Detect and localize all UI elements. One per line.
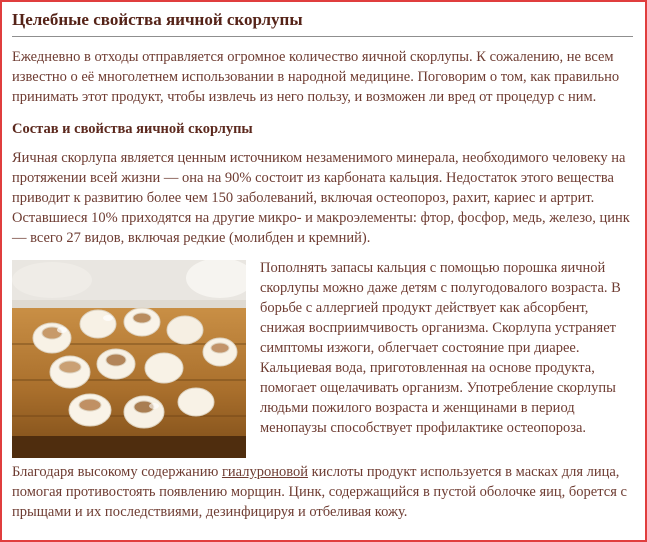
benefits-paragraph: Пополнять запасы кальция с помощью порошка яичной скорлупы можно даже детям с полугодовалого возраста. В борьбе с аллергией продукт действует как абсорбент, снижая восприимчивость организма. Скорлупа устраняет симптомы изжоги, облегчает состояние при диарее. Кальциевая вода, приготовленная на основе продукта, помогает ощелачивать организм. Употребление скорлупы людьми пожилого возраста и женщинами в период менопаузы способствует профилактике остеопороза.	[260, 260, 621, 436]
title-divider	[12, 36, 633, 37]
intro-paragraph: Ежедневно в отходы отправляется огромное количество яичной скорлупы. К сожалению, не всем известно о её многолетнем использовании в народной медицине. Поговорим о том, как правильно принимать этот продукт, чтобы извлечь из него пользу, и возможен ли вред от процедур с ним.	[12, 49, 620, 105]
cosmetic-text-after: кислоты продукт используется в масках для лица, помогая противостоять появлению морщин. Цинк, содержащийся в пустой оболочке яиц, борется с прыщами и их последствиями, дезинфицируя и отбеливая кожу.	[12, 464, 627, 520]
section-heading: Состав и свойства яичной скорлупы	[12, 121, 253, 137]
page-title: Целебные свойства яичной скорлупы	[12, 10, 303, 29]
composition-paragraph: Яичная скорлупа является ценным источником незаменимого минерала, необходимого человеку на протяжении всей жизни — она на 90% состоит из карбоната кальция. Недостаток этого вещества приводит к развитию более чем 150 заболеваний, включая остеопороз, рахит, кариес и артрит. Оставшиеся 10% приходятся на другие микро- и макроэлементы: фтор, фосфор, медь, железо, цинк — всего 27 видов, включая редкие (молибден и кремний).	[12, 150, 630, 246]
cosmetic-text-before: Благодаря высокому содержанию	[12, 464, 222, 480]
cosmetic-paragraph	[12, 462, 633, 522]
eggshells-image	[12, 260, 246, 458]
hyaluronic-link[interactable]: гиалуроновой	[221, 464, 308, 480]
